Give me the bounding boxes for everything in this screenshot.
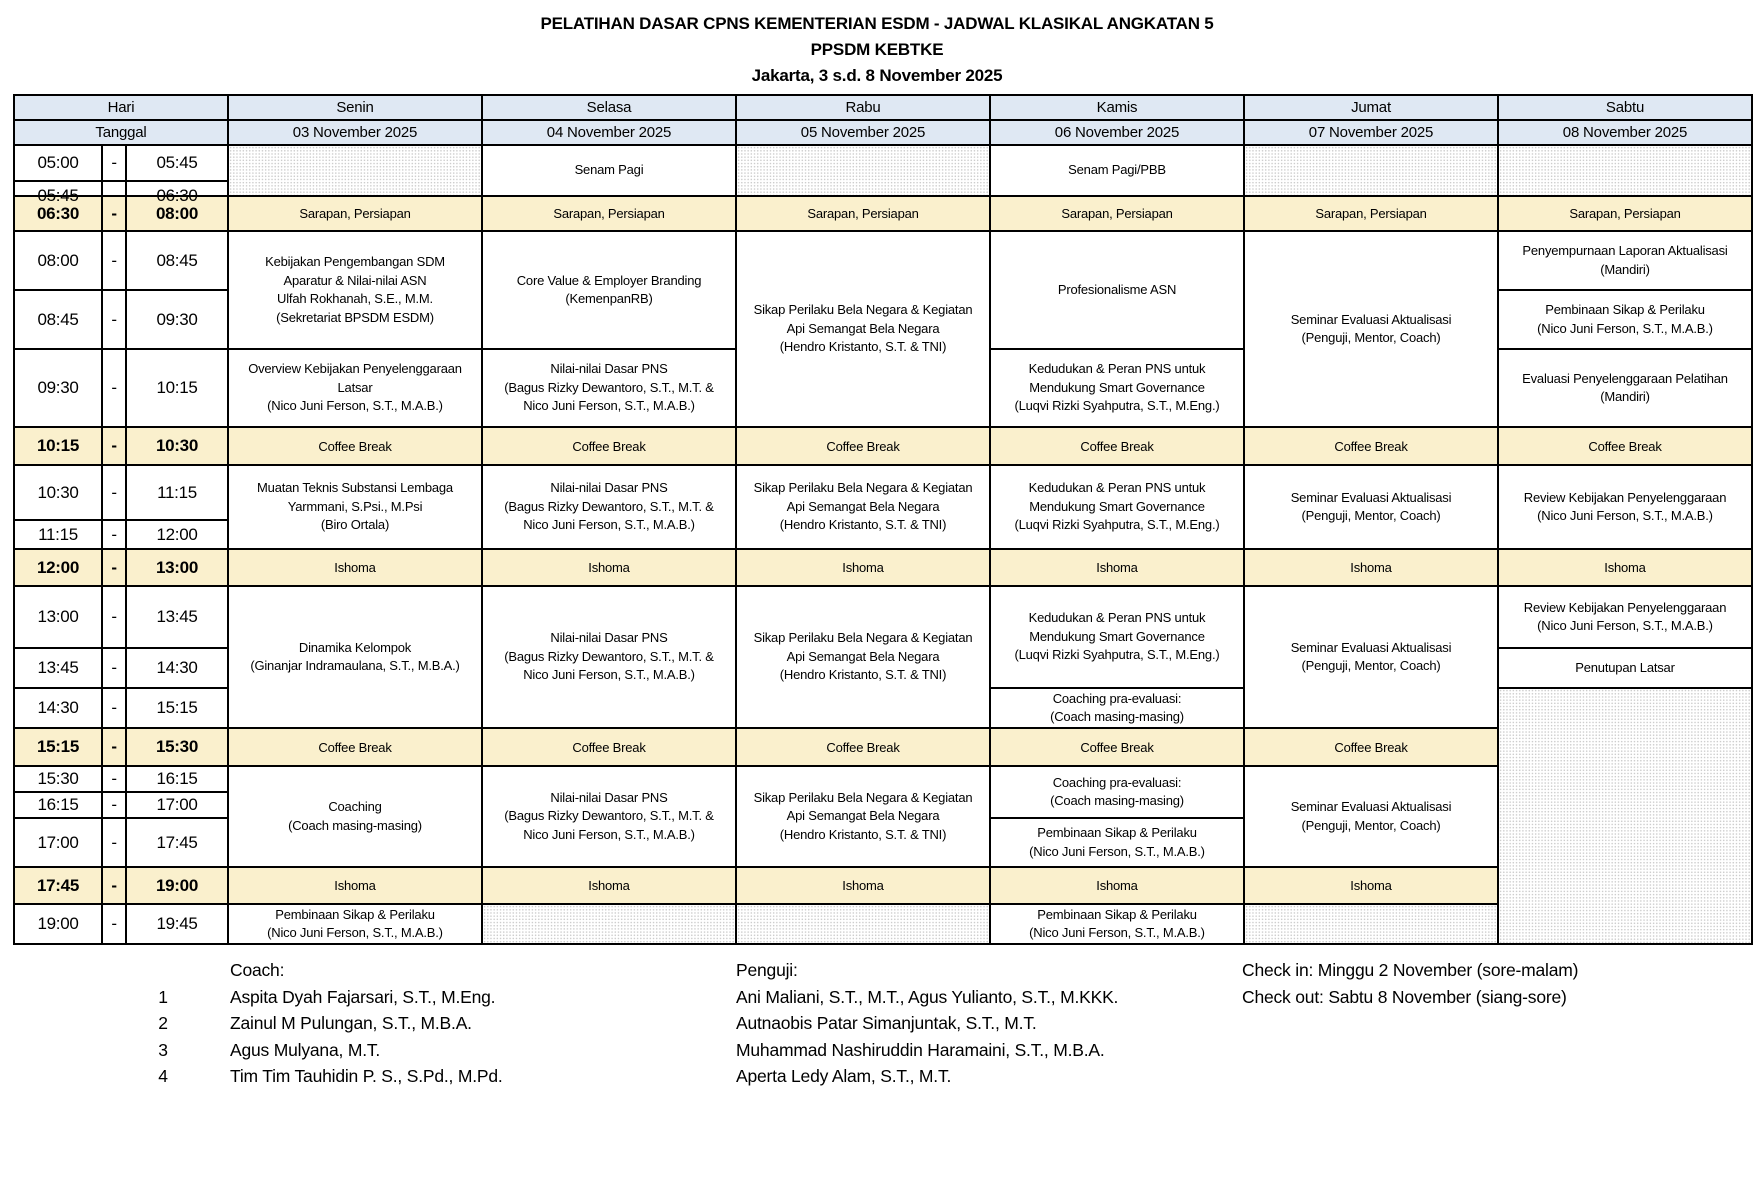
break-cell: Ishoma xyxy=(736,867,990,904)
break-cell: Coffee Break xyxy=(1498,427,1752,465)
session-line: Coaching xyxy=(328,799,382,814)
time-end-cell xyxy=(126,181,228,196)
session-cell xyxy=(482,766,736,867)
session-line: Pembinaan Sikap & Perilaku xyxy=(1037,906,1197,922)
session-cell xyxy=(736,586,990,728)
empty-cell xyxy=(482,904,736,944)
session-line: (Mandiri) xyxy=(1600,261,1650,277)
time-row xyxy=(14,427,1752,465)
time-end-cell: 08:45 xyxy=(126,231,228,290)
time-start-cell: 19:00 xyxy=(14,904,102,944)
session-line: (Bagus Rizky Dewantoro, S.T., M.T. & xyxy=(504,648,714,664)
day-header-cell: Jumat xyxy=(1244,95,1498,120)
time-dash-cell: - xyxy=(102,766,126,792)
session-line: (Nico Juni Ferson, S.T., M.A.B.) xyxy=(1537,508,1713,523)
title-block xyxy=(0,0,1754,89)
penguji-name: Ani Maliani, S.T., M.T., Agus Yulianto, S.T., M.KKK. xyxy=(736,986,1119,1007)
break-cell: Coffee Break xyxy=(736,427,990,465)
clipped-time-text xyxy=(127,182,227,195)
session-line: Coaching pra-evaluasi: xyxy=(1052,690,1182,706)
date-header-cell: 07 November 2025 xyxy=(1244,120,1498,145)
session-line: (Hendro Kristanto, S.T. & TNI) xyxy=(779,826,947,842)
time-end-cell: 14:30 xyxy=(126,648,228,688)
session-line: Coaching pra-evaluasi: xyxy=(1052,774,1182,790)
session-line: (Nico Juni Ferson, S.T., M.A.B.) xyxy=(267,398,443,414)
session-line: Latsar xyxy=(337,379,373,395)
coach-name: Zainul M Pulungan, S.T., M.B.A. xyxy=(230,1013,472,1033)
coach-row xyxy=(128,1037,736,1064)
break-cell: Coffee Break xyxy=(228,427,482,465)
break-cell: Coffee Break xyxy=(736,728,990,766)
day-header-cell: Rabu xyxy=(736,95,990,120)
coach-row xyxy=(128,1010,736,1037)
session-line: (Nico Juni Ferson, S.T., M.A.B.) xyxy=(1537,320,1713,336)
session-line: Api Semangat Bela Negara xyxy=(786,648,940,664)
day-header-cell: Selasa xyxy=(482,95,736,120)
session-cell xyxy=(1244,766,1498,867)
time-end-cell: 16:15 xyxy=(126,766,228,792)
session-line: (Nico Juni Ferson, S.T., M.A.B.) xyxy=(1029,843,1205,859)
session-cell xyxy=(482,586,736,728)
break-cell: Coffee Break xyxy=(1244,728,1498,766)
session-line: Ulfah Rokhanah, S.E., M.M. xyxy=(277,291,433,306)
session-line: Penyempurnaan Laporan Aktualisasi xyxy=(1522,243,1728,258)
time-start-cell xyxy=(14,181,102,196)
session-line: Nico Juni Ferson, S.T., M.A.B.) xyxy=(523,398,695,414)
session-cell xyxy=(990,688,1244,728)
time-dash-cell: - xyxy=(102,688,126,728)
penguji-name: Muhammad Nashiruddin Haramaini, S.T., M.B.A. xyxy=(736,1039,1105,1060)
session-line: Yarmmani, S.Psi., M.Psi xyxy=(287,498,423,514)
time-start-cell: 08:00 xyxy=(14,231,102,290)
check-in-text: Check in: Minggu 2 November (sore-malam) xyxy=(1242,960,1579,980)
break-cell: Coffee Break xyxy=(990,427,1244,465)
time-start-cell: 16:15 xyxy=(14,792,102,818)
time-row xyxy=(14,549,1752,586)
time-start-cell: 12:00 xyxy=(14,549,102,586)
session-line: (Penguji, Mentor, Coach) xyxy=(1301,330,1441,345)
break-cell: Coffee Break xyxy=(228,728,482,766)
break-cell: Sarapan, Persiapan xyxy=(736,196,990,231)
break-cell: Ishoma xyxy=(482,867,736,904)
break-cell: Ishoma xyxy=(990,867,1244,904)
coach-list xyxy=(128,957,736,1090)
break-cell: Ishoma xyxy=(228,867,482,904)
time-end-cell: 09:30 xyxy=(126,290,228,349)
empty-cell xyxy=(1244,145,1498,196)
break-cell: Coffee Break xyxy=(990,728,1244,766)
time-row xyxy=(14,586,1752,648)
session-line: Evaluasi Penyelenggaraan Pelatihan xyxy=(1522,370,1728,386)
time-row xyxy=(14,766,1752,792)
session-line: (Nico Juni Ferson, S.T., M.A.B.) xyxy=(1537,618,1713,633)
empty-cell xyxy=(1244,904,1498,944)
break-cell: Sarapan, Persiapan xyxy=(1498,196,1752,231)
coach-label-row xyxy=(128,957,736,984)
session-line: Mendukung Smart Governance xyxy=(1029,498,1205,514)
session-cell xyxy=(482,349,736,427)
session-line: Kedudukan & Peran PNS untuk xyxy=(1028,480,1206,496)
session-line: Mendukung Smart Governance xyxy=(1029,628,1205,644)
session-line: Nico Juni Ferson, S.T., M.A.B.) xyxy=(523,667,695,683)
session-cell xyxy=(990,349,1244,427)
coach-number: 2 xyxy=(158,1013,168,1033)
time-row xyxy=(14,867,1752,904)
session-line: Kedudukan & Peran PNS untuk xyxy=(1028,610,1206,626)
session-line: (Bagus Rizky Dewantoro, S.T., M.T. & xyxy=(504,379,714,395)
time-end-cell: 17:45 xyxy=(126,818,228,867)
session-line: (Nico Juni Ferson, S.T., M.A.B.) xyxy=(267,925,443,940)
page-location-date: Jakarta, 3 s.d. 8 November 2025 xyxy=(751,66,1003,85)
session-line: Api Semangat Bela Negara xyxy=(786,808,940,824)
time-start-cell: 15:30 xyxy=(14,766,102,792)
time-start-cell: 06:30 xyxy=(14,196,102,231)
penguji-list xyxy=(736,957,1242,1090)
session-line: Nilai-nilai Dasar PNS xyxy=(550,630,668,646)
date-header-cell: 03 November 2025 xyxy=(228,120,482,145)
time-dash-cell: - xyxy=(102,904,126,944)
session-cell xyxy=(736,231,990,427)
session-line: Dinamika Kelompok xyxy=(298,639,412,655)
time-start-cell: 09:30 xyxy=(14,349,102,427)
session-cell xyxy=(990,766,1244,818)
session-line: (Coach masing-masing) xyxy=(288,817,422,833)
session-line: Kedudukan & Peran PNS untuk xyxy=(1028,361,1206,377)
session-line: Seminar Evaluasi Aktualisasi xyxy=(1290,311,1452,327)
hari-header-cell: Hari xyxy=(14,95,228,120)
session-line: Nilai-nilai Dasar PNS xyxy=(550,480,668,496)
session-line: (Luqvi Rizki Syahputra, S.T., M.Eng.) xyxy=(1014,517,1220,533)
time-row xyxy=(14,231,1752,290)
session-cell xyxy=(482,231,736,349)
time-end-cell: 19:00 xyxy=(126,867,228,904)
session-line: (Hendro Kristanto, S.T. & TNI) xyxy=(779,339,947,355)
session-line: (Ginanjar Indramaulana, S.T., M.B.A.) xyxy=(250,658,460,673)
session-cell xyxy=(990,818,1244,867)
session-cell xyxy=(228,231,482,349)
time-end-cell: 12:00 xyxy=(126,520,228,549)
session-cell xyxy=(990,465,1244,549)
time-end-cell: 17:00 xyxy=(126,792,228,818)
time-dash-cell: - xyxy=(102,792,126,818)
date-header-cell: 05 November 2025 xyxy=(736,120,990,145)
header-row-tanggal xyxy=(14,120,1752,145)
coach-number xyxy=(128,957,198,984)
time-start-cell: 13:45 xyxy=(14,648,102,688)
session-line: Nilai-nilai Dasar PNS xyxy=(550,789,668,805)
session-line: Pembinaan Sikap & Perilaku xyxy=(275,906,435,922)
time-dash-cell: - xyxy=(102,231,126,290)
session-line: (Biro Ortala) xyxy=(320,517,390,533)
session-line: (Penguji, Mentor, Coach) xyxy=(1301,817,1441,833)
session-line: Aparatur & Nilai-nilai ASN xyxy=(283,272,427,288)
break-cell: Sarapan, Persiapan xyxy=(1244,196,1498,231)
session-cell xyxy=(1498,465,1752,549)
session-line: Nico Juni Ferson, S.T., M.A.B.) xyxy=(523,826,695,842)
session-line: Muatan Teknis Substansi Lembaga xyxy=(257,480,453,496)
break-cell: Sarapan, Persiapan xyxy=(482,196,736,231)
session-line: Sikap Perilaku Bela Negara & Kegiatan xyxy=(753,302,973,318)
session-line: (Luqvi Rizki Syahputra, S.T., M.Eng.) xyxy=(1014,398,1220,414)
time-dash-cell: - xyxy=(102,349,126,427)
session-line: Nilai-nilai Dasar PNS xyxy=(550,361,668,377)
time-end-cell: 15:30 xyxy=(126,728,228,766)
coach-name: Aspita Dyah Fajarsari, S.T., M.Eng. xyxy=(230,986,496,1007)
session-line: Review Kebijakan Penyelenggaraan xyxy=(1523,489,1727,505)
session-cell xyxy=(1244,465,1498,549)
session-cell xyxy=(228,766,482,867)
session-line: Overview Kebijakan Penyelenggaraan xyxy=(248,361,462,377)
time-start-cell: 17:45 xyxy=(14,867,102,904)
session-line: (Nico Juni Ferson, S.T., M.A.B.) xyxy=(1029,925,1205,940)
footer xyxy=(0,957,1754,1090)
session-line: Api Semangat Bela Negara xyxy=(786,320,940,336)
time-start-cell: 10:30 xyxy=(14,465,102,520)
clipped-time-text xyxy=(15,182,101,195)
day-header-cell: Sabtu xyxy=(1498,95,1752,120)
coach-label: Coach: xyxy=(230,960,285,980)
time-dash-cell: - xyxy=(102,648,126,688)
session-cell xyxy=(1244,586,1498,728)
session-cell xyxy=(228,349,482,427)
break-cell: Sarapan, Persiapan xyxy=(228,196,482,231)
time-dash-cell: - xyxy=(102,867,126,904)
break-cell: Ishoma xyxy=(736,549,990,586)
time-dash-cell: - xyxy=(102,145,126,181)
session-cell xyxy=(1498,648,1752,688)
session-line: Api Semangat Bela Negara xyxy=(786,498,940,514)
time-dash-cell: - xyxy=(102,465,126,520)
session-line: (Hendro Kristanto, S.T. & TNI) xyxy=(779,667,947,683)
session-line: Senam Pagi/PBB xyxy=(1068,162,1166,178)
session-line: Mendukung Smart Governance xyxy=(1029,379,1205,395)
day-header-cell: Senin xyxy=(228,95,482,120)
coach-row xyxy=(128,1063,736,1090)
time-dash-cell: - xyxy=(102,520,126,549)
session-line: (Mandiri) xyxy=(1600,389,1650,404)
time-end-cell: 11:15 xyxy=(126,465,228,520)
time-start-cell: 13:00 xyxy=(14,586,102,648)
time-end-cell: 10:15 xyxy=(126,349,228,427)
session-line: (KemenpanRB) xyxy=(565,291,653,306)
session-line: Seminar Evaluasi Aktualisasi xyxy=(1290,639,1452,655)
session-cell xyxy=(1498,290,1752,349)
empty-cell xyxy=(736,904,990,944)
break-cell: Coffee Break xyxy=(1244,427,1498,465)
break-cell: Ishoma xyxy=(228,549,482,586)
time-end-cell: 10:30 xyxy=(126,427,228,465)
session-line: (Penguji, Mentor, Coach) xyxy=(1301,508,1441,523)
break-cell: Ishoma xyxy=(1244,867,1498,904)
time-start-cell: 10:15 xyxy=(14,427,102,465)
session-line: Pembinaan Sikap & Perilaku xyxy=(1037,825,1197,840)
session-line: Core Value & Employer Branding xyxy=(516,272,702,288)
penguji-label: Penguji: xyxy=(736,960,798,980)
session-cell xyxy=(482,465,736,549)
session-line: Sikap Perilaku Bela Negara & Kegiatan xyxy=(753,789,973,805)
coach-name: Tim Tim Tauhidin P. S., S.Pd., M.Pd. xyxy=(230,1066,503,1086)
coach-row xyxy=(128,984,736,1011)
session-cell xyxy=(482,145,736,196)
session-line: (Coach masing-masing) xyxy=(1050,709,1184,724)
time-dash-cell: - xyxy=(102,728,126,766)
session-cell xyxy=(228,586,482,728)
header-row-hari xyxy=(14,95,1752,120)
session-cell xyxy=(1498,231,1752,290)
break-cell: Ishoma xyxy=(482,549,736,586)
session-line: (Penguji, Mentor, Coach) xyxy=(1301,658,1441,673)
break-cell: Coffee Break xyxy=(482,427,736,465)
time-dash-cell: - xyxy=(102,427,126,465)
session-cell xyxy=(990,586,1244,688)
day-header-cell: Kamis xyxy=(990,95,1244,120)
time-start-cell: 17:00 xyxy=(14,818,102,867)
session-line: (Coach masing-masing) xyxy=(1050,793,1184,808)
time-dash-cell: - xyxy=(102,196,126,231)
time-dash-cell: - xyxy=(102,586,126,648)
break-cell: Sarapan, Persiapan xyxy=(990,196,1244,231)
session-line: (Luqvi Rizki Syahputra, S.T., M.Eng.) xyxy=(1014,647,1220,663)
tanggal-header-cell: Tanggal xyxy=(14,120,228,145)
penguji-name: Autnaobis Patar Simanjuntak, S.T., M.T. xyxy=(736,1013,1037,1033)
check-out-text: Check out: Sabtu 8 November (siang-sore) xyxy=(1242,986,1567,1007)
page-title: PELATIHAN DASAR CPNS KEMENTERIAN ESDM - JADWAL KLASIKAL ANGKATAN 5 xyxy=(540,14,1214,33)
check-in-out xyxy=(1242,957,1578,1090)
schedule-table xyxy=(13,94,1753,945)
session-cell xyxy=(1498,349,1752,427)
session-line: (Sekretariat BPSDM ESDM) xyxy=(276,309,434,325)
session-line: Senam Pagi xyxy=(574,162,644,178)
session-line: Nico Juni Ferson, S.T., M.A.B.) xyxy=(523,517,695,533)
time-start-cell: 08:45 xyxy=(14,290,102,349)
session-line: Sikap Perilaku Bela Negara & Kegiatan xyxy=(753,630,973,646)
break-cell: Ishoma xyxy=(1244,549,1498,586)
time-dash-cell: - xyxy=(102,549,126,586)
session-cell xyxy=(736,465,990,549)
date-header-cell: 04 November 2025 xyxy=(482,120,736,145)
time-row xyxy=(14,904,1752,944)
time-row xyxy=(14,196,1752,231)
session-line: Penutupan Latsar xyxy=(1575,659,1675,675)
session-line: Kebijakan Pengembangan SDM xyxy=(265,254,445,269)
session-line: Review Kebijakan Penyelenggaraan xyxy=(1523,599,1727,615)
empty-cell xyxy=(1498,145,1752,196)
time-end-cell: 15:15 xyxy=(126,688,228,728)
time-start-cell: 11:15 xyxy=(14,520,102,549)
session-line: (Bagus Rizky Dewantoro, S.T., M.T. & xyxy=(504,808,714,824)
time-end-cell: 08:00 xyxy=(126,196,228,231)
session-cell xyxy=(228,904,482,944)
empty-cell xyxy=(228,145,482,196)
time-row xyxy=(14,728,1752,766)
session-line: Sikap Perilaku Bela Negara & Kegiatan xyxy=(753,480,973,496)
time-dash-cell xyxy=(102,181,126,196)
session-cell xyxy=(990,904,1244,944)
empty-cell xyxy=(1498,688,1752,944)
session-cell xyxy=(990,231,1244,349)
coach-name: Agus Mulyana, M.T. xyxy=(230,1039,381,1060)
page-subtitle: PPSDM KEBTKE xyxy=(810,40,944,59)
date-header-cell: 06 November 2025 xyxy=(990,120,1244,145)
session-cell xyxy=(1498,586,1752,648)
time-end-cell: 19:45 xyxy=(126,904,228,944)
empty-cell xyxy=(736,145,990,196)
session-cell xyxy=(990,145,1244,196)
time-end-cell: 13:00 xyxy=(126,549,228,586)
penguji-name: Aperta Ledy Alam, S.T., M.T. xyxy=(736,1066,952,1086)
time-start-cell: 15:15 xyxy=(14,728,102,766)
coach-number: 1 xyxy=(158,986,168,1007)
date-header-cell: 08 November 2025 xyxy=(1498,120,1752,145)
time-start-cell: 14:30 xyxy=(14,688,102,728)
session-line: Seminar Evaluasi Aktualisasi xyxy=(1290,489,1452,505)
session-line: Profesionalisme ASN xyxy=(1057,281,1177,297)
break-cell: Coffee Break xyxy=(482,728,736,766)
break-cell: Ishoma xyxy=(1498,549,1752,586)
time-start-cell: 05:00 xyxy=(14,145,102,181)
session-cell xyxy=(228,465,482,549)
session-cell xyxy=(1244,231,1498,427)
session-line: (Bagus Rizky Dewantoro, S.T., M.T. & xyxy=(504,498,714,514)
time-end-cell: 13:45 xyxy=(126,586,228,648)
time-end-cell: 05:45 xyxy=(126,145,228,181)
clipped-time-text xyxy=(103,182,125,195)
session-line: (Hendro Kristanto, S.T. & TNI) xyxy=(779,517,947,533)
session-line: Seminar Evaluasi Aktualisasi xyxy=(1290,799,1452,814)
time-row xyxy=(14,145,1752,181)
session-cell xyxy=(736,766,990,867)
time-dash-cell: - xyxy=(102,818,126,867)
time-dash-cell: - xyxy=(102,290,126,349)
time-row xyxy=(14,465,1752,520)
break-cell: Ishoma xyxy=(990,549,1244,586)
coach-number: 3 xyxy=(158,1039,168,1060)
coach-number: 4 xyxy=(158,1066,168,1086)
session-line: Pembinaan Sikap & Perilaku xyxy=(1545,302,1705,317)
